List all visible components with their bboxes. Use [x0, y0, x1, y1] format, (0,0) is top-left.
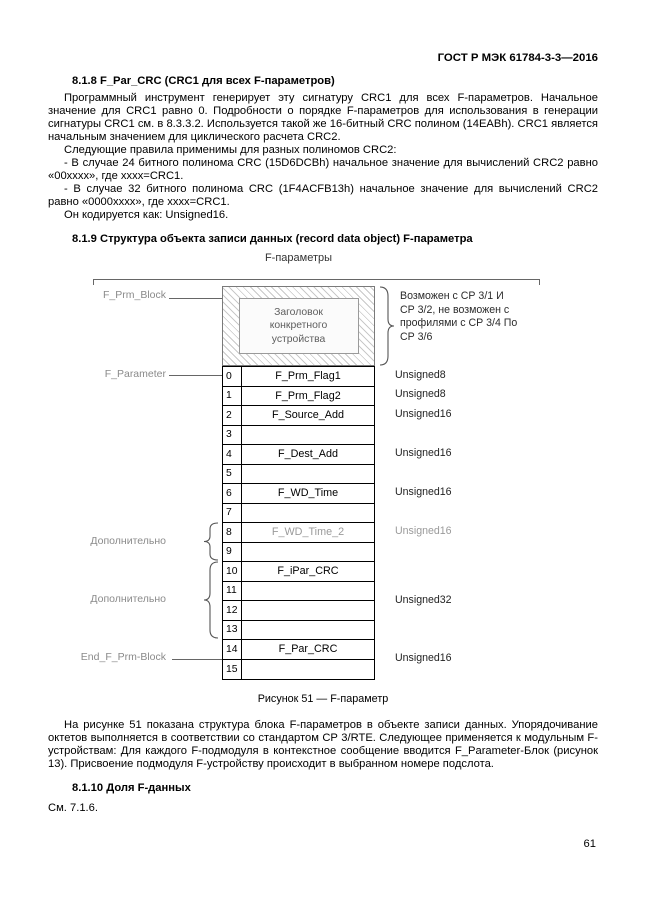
field-name — [242, 660, 374, 680]
table-row — [223, 601, 374, 621]
section-title-8-1-8: 8.1.8 F_Par_CRC (CRC1 для всех F-параметров) — [72, 75, 335, 87]
page-number: 61 — [583, 838, 596, 850]
row-number: 8 — [223, 523, 242, 542]
label-end-f-prm-block: End_F_Prm-Block — [80, 651, 166, 663]
curly-brace-left-icon — [203, 522, 219, 561]
section-title-8-1-10: 8.1.10 Доля F-данных — [72, 782, 191, 794]
field-name: F_Source_Add — [271, 409, 345, 422]
row-number: 7 — [223, 504, 242, 523]
figure-right-note: Возможен с СР 3/1 И СР 3/2, не возможен с профилями с СР 3/4 По СР 3/6 — [400, 290, 518, 343]
table-row — [223, 484, 374, 504]
page-content — [48, 52, 598, 815]
row-number: 14 — [223, 640, 242, 659]
type-label: Unsigned16 — [395, 447, 452, 459]
figure-caption: Рисунок 51 — F-параметр — [257, 693, 389, 705]
connector-line — [169, 298, 222, 299]
field-name — [242, 621, 374, 640]
table-row — [223, 543, 374, 563]
curly-brace-right-icon — [379, 286, 395, 366]
label-f-parameter: F_Parameter — [104, 368, 166, 380]
type-label: Unsigned32 — [395, 594, 452, 606]
figure-top-label: F-параметры — [264, 252, 333, 264]
type-label: Unsigned16 — [395, 486, 452, 498]
figure-51 — [48, 251, 598, 713]
row-number: 12 — [223, 601, 242, 620]
device-header-block — [222, 286, 375, 366]
type-label: Unsigned16 — [395, 652, 452, 664]
field-name: F_Prm_Flag2 — [275, 389, 341, 402]
section-title-8-1-9: 8.1.9 Структура объекта записи данных (record data object) F-параметра — [72, 233, 473, 245]
document-header: ГОСТ Р МЭК 61784-3-3—2016 — [437, 52, 598, 64]
row-number: 9 — [223, 543, 242, 562]
row-number: 10 — [223, 562, 242, 581]
table-row — [223, 406, 374, 426]
table-row — [223, 660, 374, 680]
paragraph: Следующие правила применимы для разных полиномов CRC2: — [64, 144, 397, 156]
row-number: 13 — [223, 621, 242, 640]
row-number: 4 — [223, 445, 242, 464]
type-label: Unsigned16 — [395, 408, 452, 420]
table-row — [223, 640, 374, 660]
field-name: F_WD_Time — [277, 487, 339, 500]
connector-line — [169, 375, 222, 376]
row-number: 2 — [223, 406, 242, 425]
field-name: F_Dest_Add — [277, 448, 338, 461]
field-name — [242, 582, 374, 601]
connector-line — [172, 659, 222, 660]
paragraph: Он кодируется как: Unsigned16. — [64, 209, 229, 221]
span-line — [93, 279, 540, 280]
field-name: F_WD_Time_2 — [271, 526, 345, 539]
row-number: 0 — [223, 367, 242, 386]
device-header-label: Заголовок конкретного устройства — [239, 298, 359, 355]
row-number: 5 — [223, 465, 242, 484]
field-name: F_Prm_Flag1 — [275, 370, 341, 383]
type-label: Unsigned16 — [395, 525, 452, 537]
table-row — [223, 523, 374, 543]
label-optional-1: Дополнительно — [90, 535, 166, 547]
span-tick-right — [539, 279, 540, 285]
field-name — [242, 601, 374, 620]
table-row — [223, 582, 374, 602]
field-name — [242, 465, 374, 484]
table-row — [223, 562, 374, 582]
table-row — [223, 387, 374, 407]
type-label: Unsigned8 — [395, 388, 446, 400]
field-name — [242, 426, 374, 445]
table-row — [223, 621, 374, 641]
row-number: 1 — [223, 387, 242, 406]
table-row — [223, 445, 374, 465]
label-f-prm-block: F_Prm_Block — [102, 289, 166, 301]
label-optional-2: Дополнительно — [90, 593, 166, 605]
list-item: - В случае 32 битного полинома CRC (1F4ACFB13h) начальное значение для вычислений CRC2 равно «0000xxxx», где xxxx=CRC1. — [48, 183, 598, 208]
paragraph: См. 7.1.6. — [48, 802, 98, 814]
span-tick-left — [93, 279, 94, 285]
list-item: - В случае 24 битного полинома CRC (15D6DCBh) начальное значение для вычислений CRC2 равно «00xxxx», где xxxx=CRC1. — [48, 157, 598, 182]
row-number: 3 — [223, 426, 242, 445]
table-row — [223, 426, 374, 446]
paragraph: На рисунке 51 показана структура блока F-параметров в объекте записи данных. Упорядочивание октетов выполняется в соответствии со стандартом СР 3/RTE. Следующее применяется к модульным F-устройствам: Для каждого F-подмодуля в контекстное сообщение вводится F_Parameter-Блок (рисунок 13). Присвоение подмодуля F-устройству происходит в выбранном номере подслота. — [48, 719, 598, 770]
table-row — [223, 367, 374, 387]
paragraph: Программный инструмент генерирует эту сигнатуру CRC1 для всех F-параметров. Начальное значение для CRC1 равно 0. Подробности о порядке F-параметров для использования в генерации сигнатуры CRC1 см. в 8.3.3.2. Используется такой же 16-битный CRC полином (14EABh). CRC1 является начальным значением для циклического расчета CRC2. — [48, 92, 598, 143]
table-row — [223, 504, 374, 524]
field-name — [242, 504, 374, 523]
row-number: 6 — [223, 484, 242, 503]
field-name — [242, 543, 374, 562]
row-number: 15 — [223, 660, 242, 680]
f-parameter-table — [222, 366, 375, 680]
table-row — [223, 465, 374, 485]
field-name: F_iPar_CRC — [277, 565, 339, 578]
curly-brace-left-icon — [203, 561, 219, 639]
row-number: 11 — [223, 582, 242, 601]
field-name: F_Par_CRC — [278, 643, 338, 656]
type-label: Unsigned8 — [395, 369, 446, 381]
